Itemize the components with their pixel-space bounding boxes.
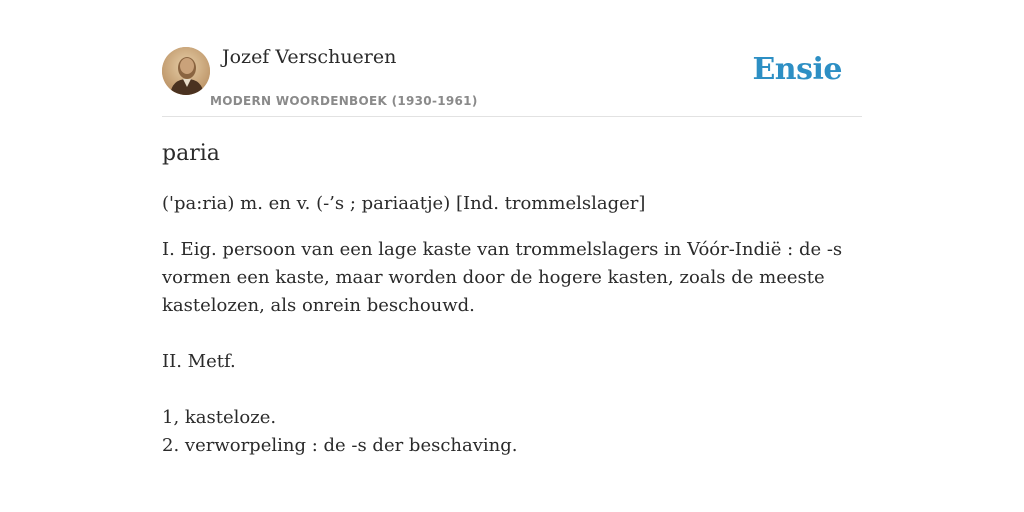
paragraph-gap — [162, 320, 862, 348]
paragraph-gap — [162, 376, 862, 404]
author-name[interactable]: Jozef Verschueren — [222, 46, 397, 68]
header — [162, 44, 862, 117]
definition-line: vormen een kaste, maar worden door de hogere kasten, zoals de meeste — [162, 267, 825, 288]
definition-line: II. Metf. — [162, 351, 236, 372]
entry-content — [162, 138, 862, 460]
entry-definition — [162, 236, 862, 460]
entry-grammar: ('pa:ria) m. en v. (-’s ; pariaatje) [Ind. trommelslager] — [162, 193, 646, 214]
definition-line: 1, kasteloze. — [162, 407, 277, 428]
definition-line: I. Eig. persoon van een lage kaste van trommelslagers in Vóór-Indië : de -s — [162, 239, 843, 260]
author-avatar[interactable] — [162, 47, 210, 95]
definition-line: 2. verworpeling : de -s der beschaving. — [162, 435, 518, 456]
source-title[interactable]: MODERN WOORDENBOEK (1930-1961) — [210, 94, 478, 108]
brand-logo[interactable]: Ensie — [752, 52, 842, 87]
definition-line: kastelozen, als onrein beschouwd. — [162, 295, 475, 316]
entry-term: paria — [162, 141, 220, 166]
author-portrait-icon — [162, 47, 210, 95]
